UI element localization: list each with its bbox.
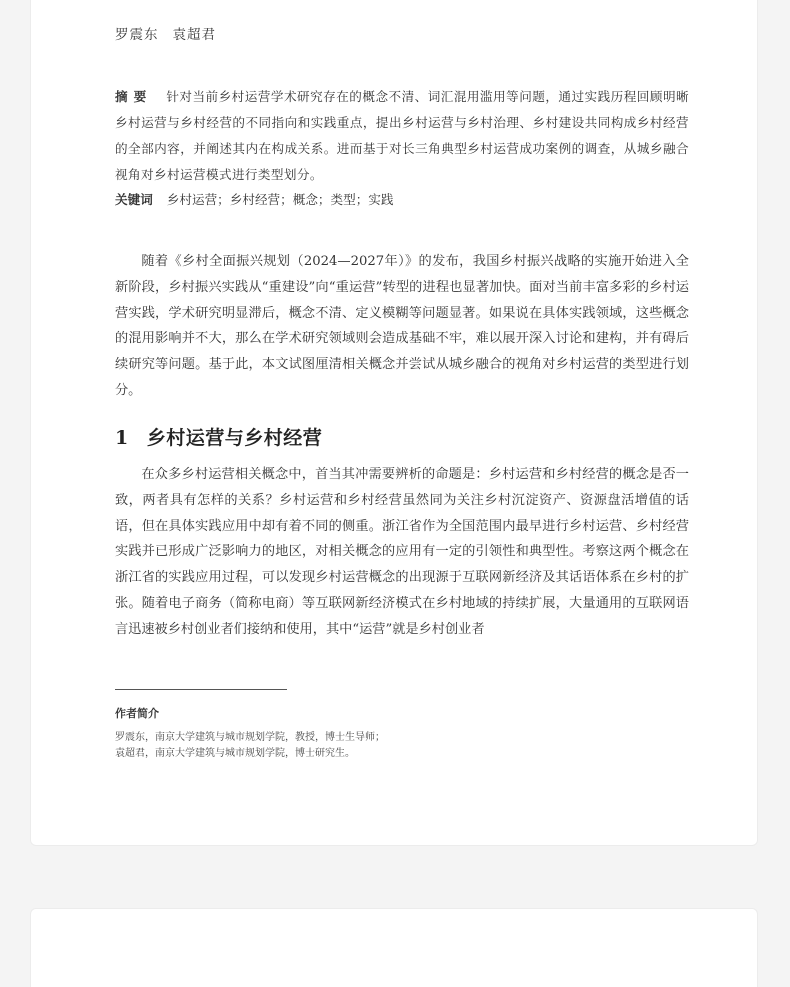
footnote-divider [115, 689, 287, 690]
page-card [30, 0, 758, 846]
author-name: 罗震东 [115, 27, 159, 43]
footnote-text [115, 730, 689, 762]
section-title: 乡村运营与乡村经营 [146, 427, 323, 449]
footnote-line: 袁超君，南京大学建筑与城市规划学院，博士研究生。 [115, 748, 355, 759]
section-number: 1 [115, 427, 129, 449]
intro-paragraph: 随着《乡村全面振兴规划（2024—2027年）》的发布，我国乡村振兴战略的实施开始进入全新阶段，乡村振兴实践从“重建设”向“重运营”转型的进程也显著加快。面对当前丰富多彩的乡村运营实践，学术研究明显滞后，概念不清、定义模糊等问题显著。如果说在具体实践领域，这些概念的混用影响并不大，那么在学术研究领域则会造成基础不牢，难以展开深入讨论和建构，并有碍后续研究等问题。基于此，本文试图厘清相关概念并尝试从城乡融合的视角对乡村运营的类型进行划分。 [115, 254, 689, 398]
abstract [115, 84, 689, 188]
section-paragraph: 在众多乡村运营相关概念中，首当其冲需要辨析的命题是：乡村运营和乡村经营的概念是否一致，两者具有怎样的关系？乡村运营和乡村经营虽然同为关注乡村沉淀资产、资源盘活增值的话语，但在具体实践应用中却有着不同的侧重。浙江省作为全国范围内最早进行乡村运营、乡村经营实践并已形成广泛影响力的地区，对相关概念的应用有一定的引领性和典型性。考察这两个概念在浙江省的实践应用过程，可以发现乡村运营概念的出现源于互联网新经济及其话语体系在乡村的扩张。随着电子商务（简称电商）等互联网新经济模式在乡村地域的持续扩展，大量通用的互联网语言迅速被乡村创业者们接纳和使用，其中“运营”就是乡村创业者 [115, 467, 689, 637]
keywords-label: 关键词 [115, 192, 153, 207]
keywords-text: 乡村运营；乡村经营；概念；类型；实践 [166, 192, 394, 207]
author-line [115, 23, 689, 43]
keywords [115, 187, 689, 213]
author-name: 袁超君 [172, 27, 216, 43]
next-page-card [30, 908, 758, 987]
footnote-title: 作者简介 [115, 707, 159, 720]
footnote-line: 罗震东，南京大学建筑与城市规划学院，教授，博士生导师； [115, 732, 385, 743]
abstract-label: 摘要 [115, 89, 153, 104]
abstract-text: 针对当前乡村运营学术研究存在的概念不清、词汇混用滥用等问题，通过实践历程回顾明晰乡村运营与乡村经营的不同指向和实践重点，提出乡村运营与乡村治理、乡村建设共同构成乡村经营的全部内容，并阐述其内在构成关系。进而基于对长三角典型乡村运营成功案例的调查，从城乡融合视角对乡村运营模式进行类型划分。 [115, 89, 690, 182]
section-heading [115, 423, 689, 450]
